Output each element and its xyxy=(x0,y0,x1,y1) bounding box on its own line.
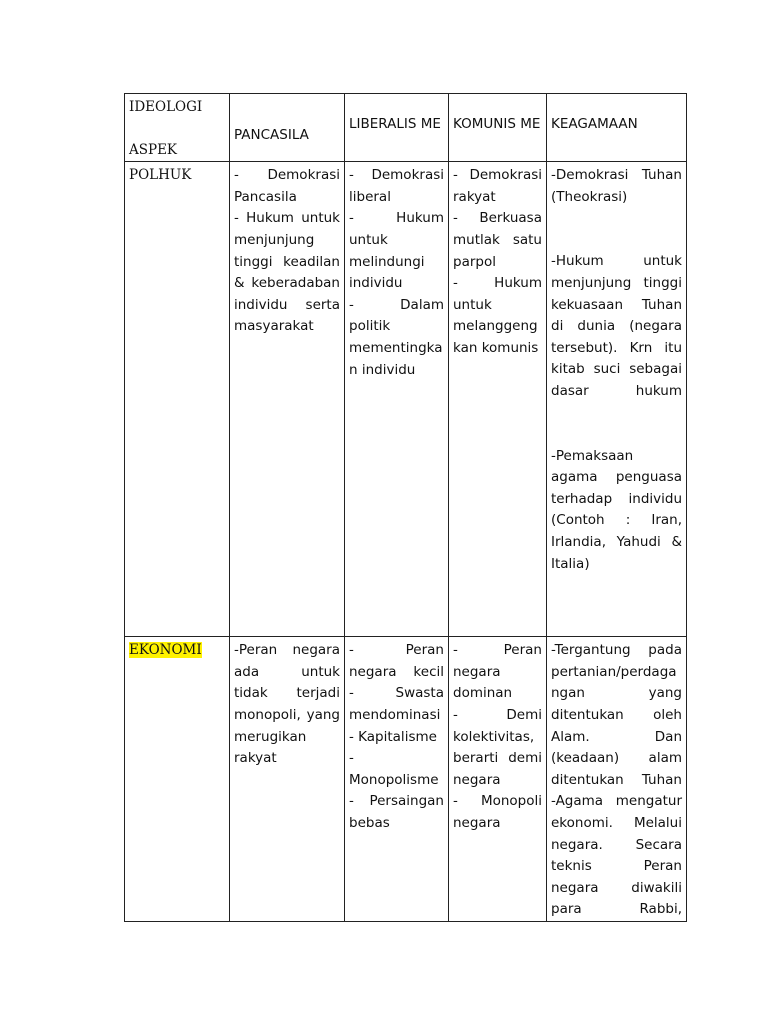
cell-komunisme xyxy=(449,637,547,922)
spacer xyxy=(551,208,682,251)
list-item: - Demokrasi liberal xyxy=(349,167,444,205)
ideologi-label: IDEOLOGI xyxy=(129,99,203,115)
list-item: - Hukum untuk menjunjung tinggi keadilan & keberadaban individu serta masyarakat xyxy=(234,210,340,335)
spacer xyxy=(551,403,682,446)
cell-keagamaan xyxy=(547,637,687,922)
list-item: -Agama mengatur ekonomi. Melalui negara. Secara teknis Peran negara diwakili para Rabbi, xyxy=(551,793,682,918)
list-item: - Berkuasa mutlak satu parpol xyxy=(453,210,542,270)
list-item: - Monopolisme xyxy=(349,750,439,788)
ideology-comparison-table xyxy=(124,93,687,922)
corner-header-cell xyxy=(125,94,230,162)
header-pancasila: PANCASILA xyxy=(230,94,345,162)
list-item: -Tergantung pada pertanian/perdaga ngan yang ditentukan oleh Alam. Dan (keadaan) alam ditentukan Tuhan xyxy=(551,642,682,788)
list-item: - Swasta mendominasi xyxy=(349,685,444,723)
aspect-cell xyxy=(125,162,230,637)
header-komunisme: KOMUNIS ME xyxy=(449,94,547,162)
list-item: - Dalam politik mementingka n individu xyxy=(349,296,444,378)
list-item: - Peran negara dominan xyxy=(453,642,542,702)
list-item: -Peran negara ada untuk tidak terjadi monopoli, yang merugikan rakyat xyxy=(234,642,340,767)
cell-keagamaan xyxy=(547,162,687,637)
table-header-row xyxy=(125,94,687,162)
aspect-label-ekonomi: EKONOMI xyxy=(129,642,202,659)
list-item: - Demokrasi rakyat xyxy=(453,167,542,205)
cell-pancasila xyxy=(230,637,345,922)
header-keagamaan: KEAGAMAAN xyxy=(547,94,687,162)
aspect-cell xyxy=(125,637,230,922)
aspect-label-polhuk: POLHUK xyxy=(129,167,192,184)
header-liberalisme: LIBERALIS ME xyxy=(345,94,449,162)
list-item: - Peran negara kecil xyxy=(349,642,444,680)
list-item: -Hukum untuk menjunjung tinggi kekuasaan Tuhan di dunia (negara tersebut). Krn itu kitab suci sebagai dasar hukum xyxy=(551,253,682,399)
list-item: - Persaingan bebas xyxy=(349,793,444,831)
list-item: - Monopoli negara xyxy=(453,793,542,831)
list-item: - Hukum untuk melindungi individu xyxy=(349,210,444,292)
aspek-label: ASPEK xyxy=(129,141,178,158)
cell-komunisme xyxy=(449,162,547,637)
list-item: - Demokrasi Pancasila xyxy=(234,167,340,205)
table-row xyxy=(125,162,687,637)
list-item: - Kapitalisme xyxy=(349,728,437,745)
table-row xyxy=(125,637,687,922)
list-item: - Hukum untuk melanggeng kan komunis xyxy=(453,275,542,356)
list-item: -Pemaksaan agama penguasa terhadap individu (Contoh : Iran, Irlandia, Yahudi & Italia) xyxy=(551,447,682,572)
list-item: - Demi kolektivitas, berarti demi negara xyxy=(453,706,542,788)
cell-pancasila xyxy=(230,162,345,637)
list-item: -Demokrasi Tuhan (Theokrasi) xyxy=(551,167,682,205)
cell-liberalisme xyxy=(345,637,449,922)
cell-liberalisme xyxy=(345,162,449,637)
